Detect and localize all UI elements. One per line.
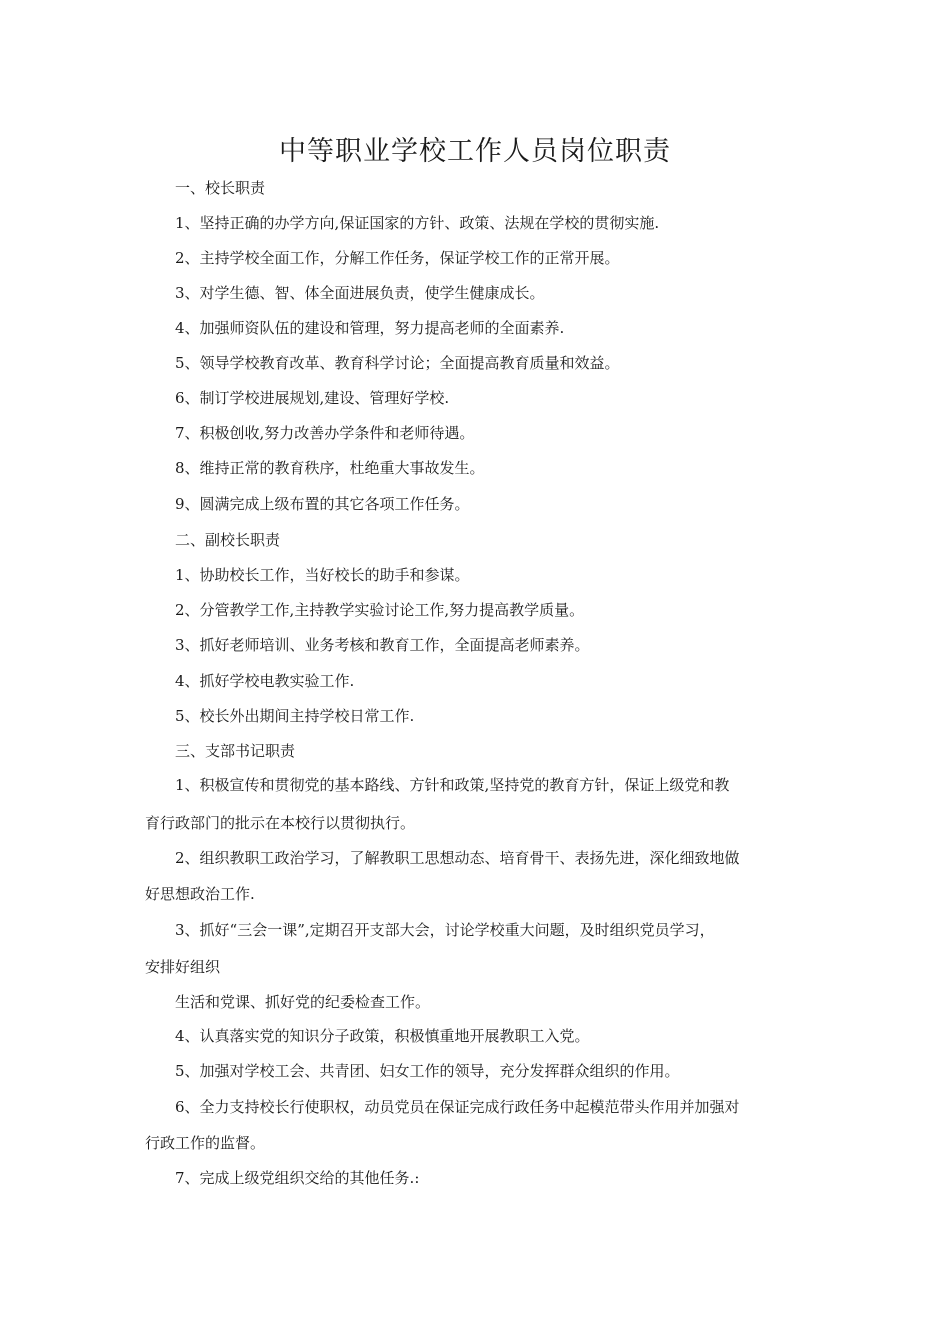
secretary-duty-3: 3、抓好“三会一课”,定期召开支部大会，讨论学校重大问题，及时组织党员学习， xyxy=(175,921,715,939)
principal-duty-3: 3、对学生德、智、体全面进展负责，使学生健康成长。 xyxy=(175,284,545,302)
principal-duty-9: 9、圆满完成上级布置的其它各项工作任务。 xyxy=(175,495,470,513)
secretary-duty-2: 2、组织教职工政治学习，了解教职工思想动态、培育骨干、表扬先进，深化细致地做 xyxy=(175,849,740,867)
vice-principal-duty-2: 2、分管教学工作,主持教学实验讨论工作,努力提高教学质量。 xyxy=(175,601,585,619)
secretary-duty-7: 7、完成上级党组织交给的其他任务.: xyxy=(175,1169,420,1187)
principal-duty-4: 4、加强师资队伍的建设和管理，努力提高老师的全面素养. xyxy=(175,319,565,337)
secretary-duty-1-cont: 育行政部门的批示在本校行以贯彻执行。 xyxy=(145,814,416,832)
secretary-duty-2-cont: 好思想政治工作. xyxy=(145,885,255,903)
vice-principal-duty-5: 5、校长外出期间主持学校日常工作. xyxy=(175,707,415,725)
secretary-duty-5: 5、加强对学校工会、共青团、妇女工作的领导，充分发挥群众组织的作用。 xyxy=(175,1062,680,1080)
secretary-duty-3-cont: 安排好组织 xyxy=(145,958,221,976)
vice-principal-duty-3: 3、抓好老师培训、业务考核和教育工作，全面提高老师素养。 xyxy=(175,636,590,654)
principal-duty-7: 7、积极创收,努力改善办学条件和老师待遇。 xyxy=(175,424,475,442)
secretary-duty-1: 1、积极宣传和贯彻党的基本路线、方针和政策,坚持党的教育方针，保证上级党和教 xyxy=(175,776,730,794)
principal-duty-5: 5、领导学校教育改革、教育科学讨论；全面提高教育质量和效益。 xyxy=(175,354,620,372)
principal-duty-6: 6、制订学校进展规划,建设、管理好学校. xyxy=(175,389,450,407)
section-heading-party-secretary: 三、支部书记职责 xyxy=(175,742,296,760)
secretary-duty-3-cont-2: 生活和党课、抓好党的纪委检查工作。 xyxy=(175,993,431,1011)
principal-duty-1: 1、坚持正确的办学方向,保证国家的方针、政策、法规在学校的贯彻实施. xyxy=(175,214,660,232)
secretary-duty-6: 6、全力支持校长行使职权，动员党员在保证完成行政任务中起模范带头作用并加强对 xyxy=(175,1098,740,1116)
section-heading-vice-principal: 二、副校长职责 xyxy=(175,531,281,549)
page-title: 中等职业学校工作人员岗位职责 xyxy=(279,136,671,167)
vice-principal-duty-4: 4、抓好学校电教实验工作. xyxy=(175,672,355,690)
secretary-duty-6-cont: 行政工作的监督。 xyxy=(145,1134,266,1152)
principal-duty-8: 8、维持正常的教育秩序，杜绝重大事故发生。 xyxy=(175,459,485,477)
principal-duty-2: 2、主持学校全面工作，分解工作任务，保证学校工作的正常开展。 xyxy=(175,249,620,267)
section-heading-principal: 一、校长职责 xyxy=(175,179,266,197)
secretary-duty-4: 4、认真落实党的知识分子政策，积极慎重地开展教职工入党。 xyxy=(175,1027,590,1045)
vice-principal-duty-1: 1、协助校长工作，当好校长的助手和参谋。 xyxy=(175,566,470,584)
